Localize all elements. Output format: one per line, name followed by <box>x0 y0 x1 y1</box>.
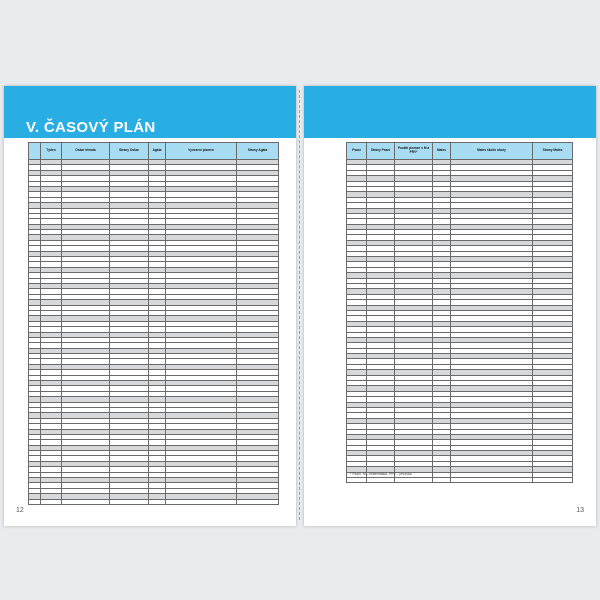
table-cell <box>347 478 367 483</box>
header-letters: Vyvození písmen <box>166 143 237 160</box>
gutter-divider <box>299 90 300 520</box>
title-band-right <box>304 86 596 138</box>
left-table-body <box>29 160 279 505</box>
header-oskar-topics: Oskar témata <box>62 143 110 160</box>
header-agata-pages: Strany Agáta <box>237 143 279 160</box>
table-cell <box>433 478 451 483</box>
header-mates-subjects: Mates školní obory <box>451 143 533 160</box>
table-header-row <box>29 143 279 160</box>
table-row <box>347 478 573 483</box>
table-cell <box>149 499 166 504</box>
footnote: * Psaní, M – matematika, PRV – prvouka <box>350 472 412 476</box>
header-week: Týden <box>41 143 62 160</box>
left-schedule-table <box>28 142 279 505</box>
page-title: V. ČASOVÝ PLÁN <box>26 119 156 136</box>
right-page <box>304 86 596 526</box>
left-page <box>4 86 296 526</box>
header-oskar-pages: Strany Oskar <box>110 143 149 160</box>
header-mates-pages: Strany Mates <box>533 143 573 160</box>
table-cell <box>29 499 41 504</box>
table-cell <box>451 478 533 483</box>
header-agata: Agáta <box>149 143 166 160</box>
table-cell <box>395 478 433 483</box>
table-cell <box>533 478 573 483</box>
header-month <box>29 143 41 160</box>
page-number-left: 12 <box>16 507 24 514</box>
right-schedule-table <box>346 142 573 483</box>
header-mates: Mates <box>433 143 451 160</box>
table-cell <box>41 499 62 504</box>
page-number-right: 13 <box>576 507 584 514</box>
table-cell <box>237 499 279 504</box>
table-header-row <box>347 143 573 160</box>
table-cell <box>166 499 237 504</box>
right-table-body <box>347 160 573 483</box>
table-cell <box>367 478 395 483</box>
table-cell <box>110 499 149 504</box>
table-row <box>29 499 279 504</box>
header-writing: Psaní <box>347 143 367 160</box>
table-cell <box>62 499 110 504</box>
header-letter-usage: Použití písmen v M a PRV* <box>395 143 433 160</box>
header-writing-pages: Strany Psaní <box>367 143 395 160</box>
